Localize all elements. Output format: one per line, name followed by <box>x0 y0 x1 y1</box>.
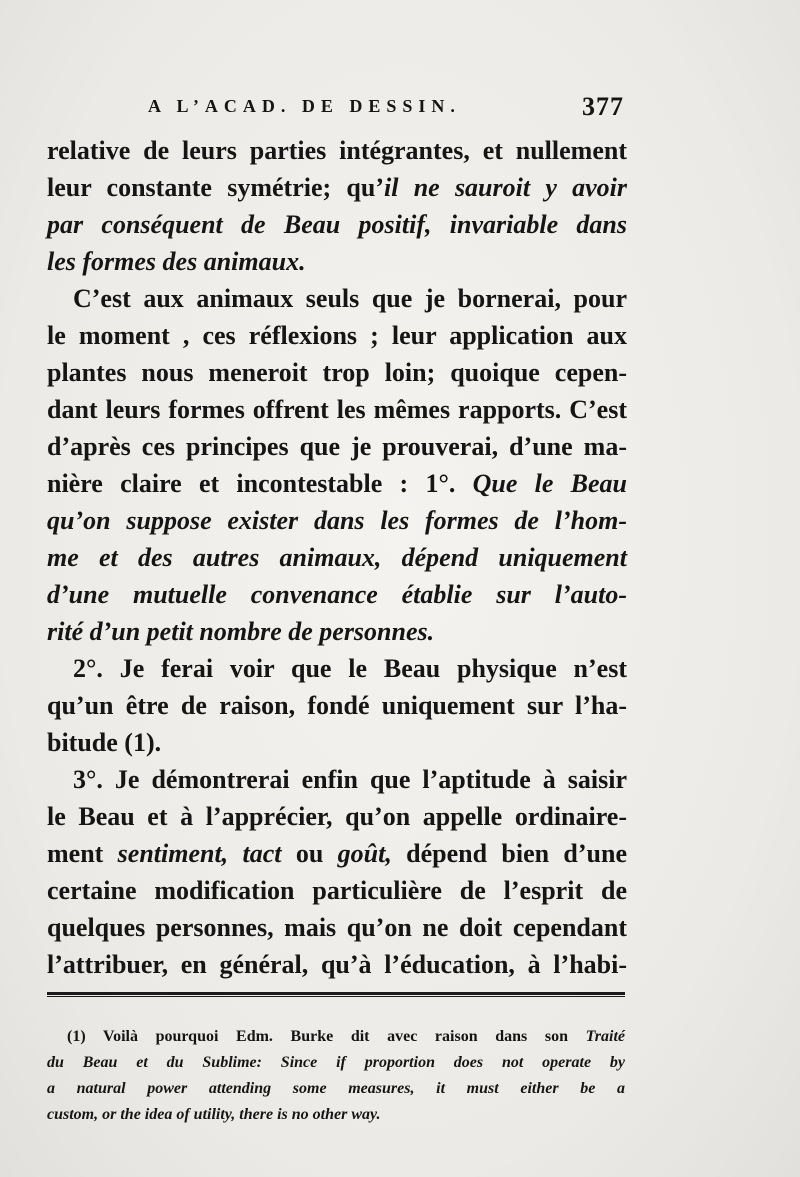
italic-text: il ne sauroit y avoir <box>384 173 628 202</box>
text-run: l’attribuer, en général, qu’à l’éducation, à l’habi- <box>47 950 627 979</box>
text-line <box>47 428 627 465</box>
text-run: certaine modification particulière de l’esprit de <box>47 876 627 905</box>
text-line <box>47 391 627 428</box>
text-line <box>47 169 627 206</box>
footnote-line <box>47 1102 625 1128</box>
text-run: ment <box>47 839 118 868</box>
text-line <box>47 576 627 613</box>
italic-text: qu’on suppose exister dans les formes de l’hom- <box>47 506 627 535</box>
text-line <box>47 354 627 391</box>
footnotes <box>47 1024 625 1128</box>
footnote-line <box>47 1024 625 1050</box>
text-run: bitude (1). <box>47 728 162 757</box>
italic-text: goût, <box>337 839 392 868</box>
text-run: dant leurs formes offrent les mêmes rapports. C’est <box>47 395 627 424</box>
text-run: d’après ces principes que je prouverai, d’une ma- <box>47 432 627 461</box>
text-line <box>47 687 627 724</box>
text-line <box>47 798 627 835</box>
text-line <box>47 872 627 909</box>
text-run: nière claire et incontestable : 1°. <box>47 469 473 498</box>
footnote-rule <box>47 992 625 997</box>
italic-text: custom, or the idea of utility, there is no other way. <box>47 1106 381 1123</box>
text-line <box>47 761 627 798</box>
text-run: le moment , ces réflexions ; leur application aux <box>47 321 627 350</box>
text-line <box>47 724 627 761</box>
text-line <box>47 835 627 872</box>
text-run: leur constante symétrie; qu’ <box>47 173 384 202</box>
text-run: relative de leurs parties intégrantes, et nullement <box>47 136 627 165</box>
text-run: qu’un être de raison, fondé uniquement sur l’ha- <box>47 691 627 720</box>
text-run: (1) Voilà pourquoi Edm. Burke dit avec raison dans son <box>67 1028 586 1045</box>
text-run: le Beau et à l’apprécier, qu’on appelle ordinaire- <box>47 802 627 831</box>
running-title: A L’ACAD. DE DESSIN. <box>148 96 461 116</box>
text-run: C’est aux animaux seuls que je bornerai, pour <box>73 284 627 313</box>
footnote-line <box>47 1076 625 1102</box>
text-line <box>47 502 627 539</box>
footnote-line <box>47 1050 625 1076</box>
italic-text: d’une mutuelle convenance établie sur l’auto- <box>47 580 627 609</box>
text-run: plantes nous meneroit trop loin; quoique cepen- <box>47 358 627 387</box>
text-line <box>47 243 627 280</box>
text-line <box>47 132 627 169</box>
text-line <box>47 539 627 576</box>
page-number: 377 <box>582 92 624 121</box>
italic-text: rité d’un petit nombre de personnes. <box>47 617 435 646</box>
text-run: 2°. Je ferai voir que le Beau physique n’est <box>73 654 627 683</box>
text-run: ou <box>281 839 338 868</box>
italic-text: Que le Beau <box>472 469 627 498</box>
italic-text: a natural power attending some measures, it must either be a <box>47 1080 625 1097</box>
italic-text: Traité <box>585 1028 625 1045</box>
text-line <box>47 946 627 983</box>
text-line <box>47 613 627 650</box>
text-line <box>47 909 627 946</box>
italic-text: du Beau et du Sublime: Since if proportion does not operate by <box>47 1054 625 1071</box>
text-run: quelques personnes, mais qu’on ne doit cependant <box>47 913 627 942</box>
text-line <box>47 280 627 317</box>
italic-text: par conséquent de Beau positif, invariable dans <box>47 210 627 239</box>
italic-text: sentiment, tact <box>117 839 282 868</box>
text-run: dépend bien d’une <box>391 839 628 868</box>
text-line <box>47 650 627 687</box>
running-header <box>148 92 628 128</box>
italic-text: les formes des animaux. <box>47 247 306 276</box>
text-run: 3°. Je démontrerai enfin que l’aptitude à saisir <box>73 765 627 794</box>
italic-text: me et des autres animaux, dépend uniquement <box>47 543 627 572</box>
text-line <box>47 317 627 354</box>
text-line <box>47 465 627 502</box>
text-line <box>47 206 627 243</box>
body-text <box>47 132 627 983</box>
